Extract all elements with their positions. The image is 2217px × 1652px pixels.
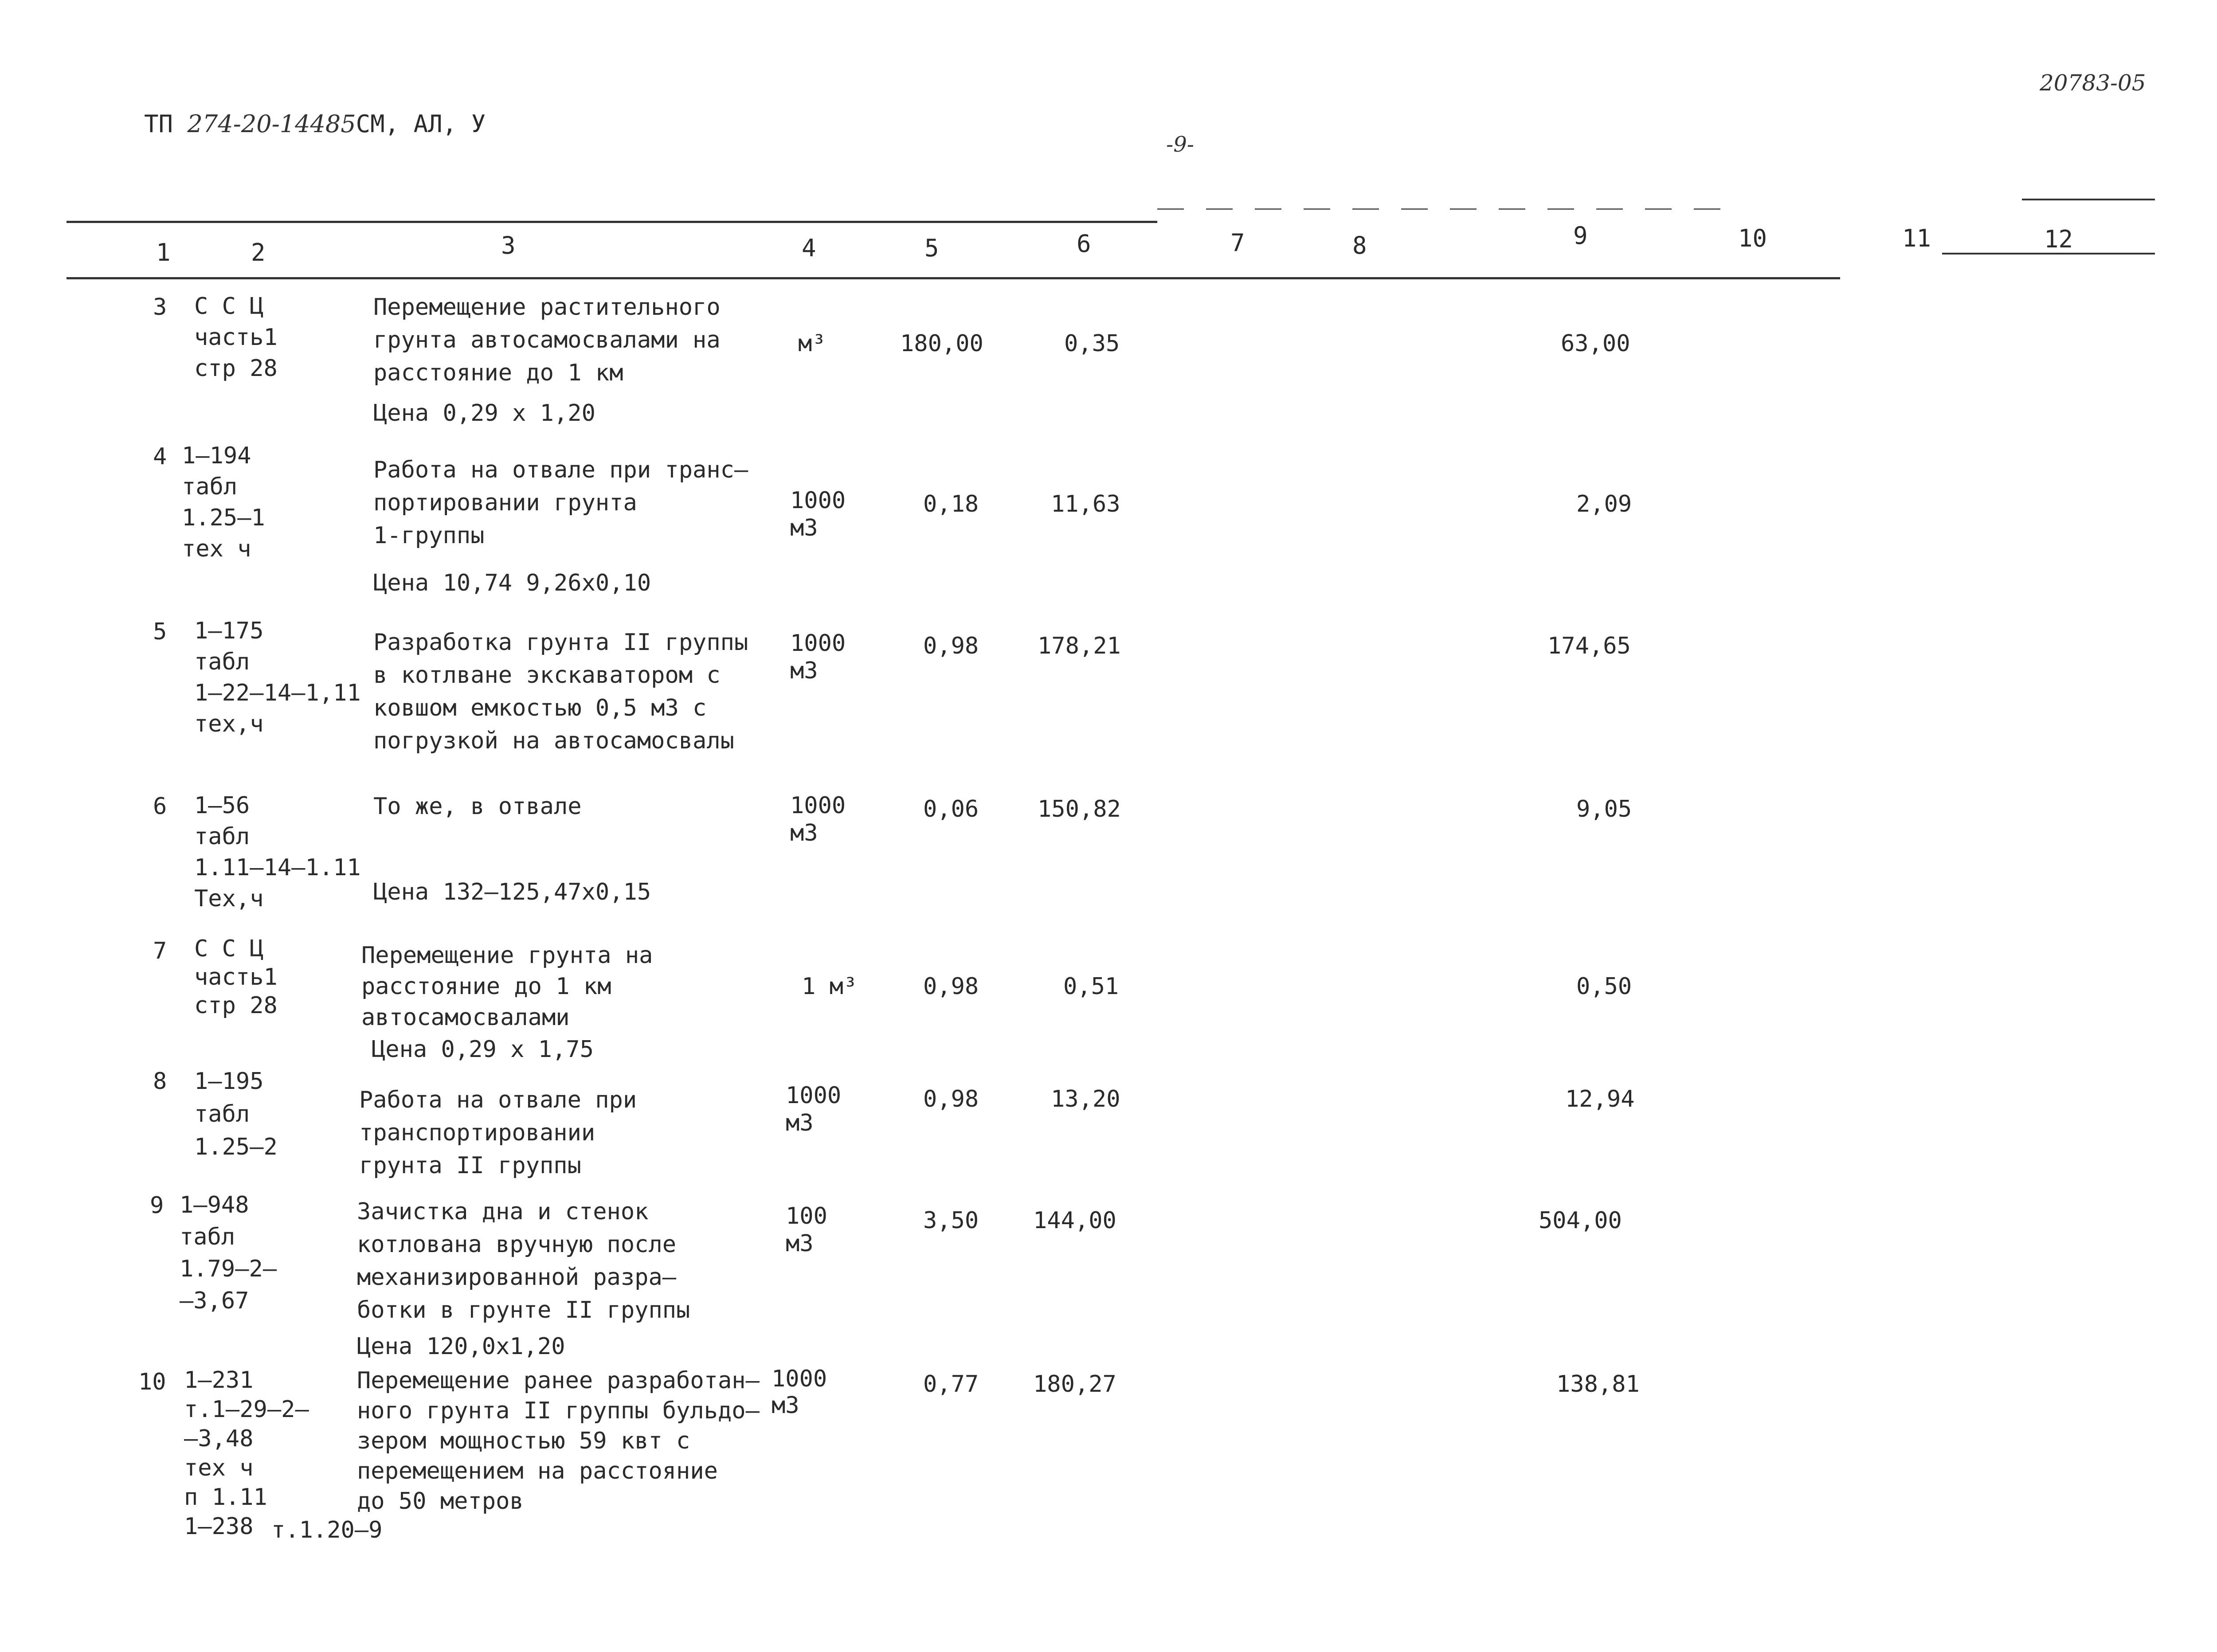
row-4-code: 1–194 табл 1.25–1 тех ч — [182, 442, 265, 562]
row-7-code: С С Ц часть1 стр 28 — [194, 936, 278, 1019]
row-8-qty: 0,98 — [923, 1086, 979, 1112]
row-3-unit: м³ — [798, 330, 826, 357]
row-7-rate: 0,51 — [1063, 973, 1119, 1000]
row-10-desc: Перемещение ранее разработан– ного грунта II группы бульдо– зером мощностью 59 квт с перемещением на расстояние до 50 метров — [357, 1367, 760, 1515]
row-9-unit: 100 м3 — [786, 1203, 827, 1257]
row-8-rate: 13,20 — [1051, 1086, 1120, 1112]
doc-code — [144, 110, 486, 138]
row-3-price-note: Цена 0,29 х 1,20 — [373, 400, 595, 427]
row-10-unit: 1000 м3 — [772, 1366, 827, 1419]
row-5-unit: 1000 м3 — [790, 630, 846, 684]
header-top-rule-dashed — [1157, 208, 1734, 210]
col-header-5: 5 — [924, 234, 939, 262]
row-6-rate: 150,82 — [1038, 796, 1121, 822]
archive-number: 20783-05 — [2040, 70, 2146, 96]
col-header-6: 6 — [1077, 230, 1091, 258]
header-top-rule — [67, 221, 1157, 223]
row-6-unit: 1000 м3 — [790, 792, 846, 846]
row-6-desc: То же, в отвале — [373, 793, 582, 820]
row-6-qty: 0,06 — [923, 796, 979, 822]
col-header-4: 4 — [802, 234, 816, 262]
row-6-no: 6 — [153, 793, 167, 820]
row-6-total: 9,05 — [1576, 796, 1632, 822]
row-4-qty: 0,18 — [923, 491, 979, 517]
row-3-total: 63,00 — [1561, 330, 1630, 357]
row-4-desc: Работа на отвале при транс– портировании грунта 1-группы — [373, 457, 748, 549]
col-header-11: 11 — [1902, 224, 1931, 252]
doc-code-handwritten: 274-20-14485 — [187, 110, 356, 138]
row-3-desc: Перемещение растительного грунта автосамосвалами на расстояние до 1 км — [373, 294, 721, 386]
col-header-7: 7 — [1230, 229, 1245, 257]
row-5-no: 5 — [153, 619, 167, 645]
row-7-no: 7 — [153, 938, 167, 964]
row-3-no: 3 — [153, 294, 167, 321]
row-10-total: 138,81 — [1556, 1371, 1640, 1398]
col-header-2: 2 — [251, 239, 266, 266]
col-header-3: 3 — [501, 231, 516, 259]
row-10-qty: 0,77 — [923, 1371, 979, 1398]
row-5-qty: 0,98 — [923, 633, 979, 659]
page-number: -9- — [1166, 132, 1194, 157]
row-7-desc: Перемещение грунта на расстояние до 1 км автосамосвалами — [361, 942, 653, 1031]
row-3-code: С С Ц часть1 стр 28 — [194, 293, 278, 382]
row-7-unit: 1 м³ — [802, 973, 858, 1000]
row-9-desc: Зачистка дна и стенок котлована вручную после механизированной разра– ботки в грунте II группы — [357, 1198, 690, 1323]
row-7-total: 0,50 — [1576, 973, 1632, 1000]
row-5-desc: Разработка грунта II группы в котлване экскаватором с ковшом емкостью 0,5 м3 с погрузкой на автосамосвалы — [373, 629, 748, 754]
doc-code-prefix: ТП — [144, 110, 173, 138]
row-4-rate: 11,63 — [1051, 491, 1120, 517]
row-5-code: 1–175 табл 1–22–14–1,11 тех,ч — [194, 618, 361, 737]
row-4-price-note: Цена 10,74 9,26х0,10 — [373, 570, 651, 596]
row-3-rate: 0,35 — [1064, 330, 1120, 357]
row-5-rate: 178,21 — [1038, 633, 1121, 659]
col-header-10: 10 — [1738, 224, 1767, 252]
row-10-rate: 180,27 — [1033, 1371, 1116, 1398]
row-9-no: 9 — [150, 1192, 164, 1219]
row-4-no: 4 — [153, 443, 167, 470]
row-4-unit: 1000 м3 — [790, 487, 846, 541]
row-6-code: 1–56 табл 1.11–14–1.11 Тех,ч — [194, 792, 361, 912]
col-header-9: 9 — [1573, 222, 1588, 250]
row-3-qty: 180,00 — [900, 330, 983, 357]
row-7-price-note: Цена 0,29 х 1,75 — [372, 1036, 594, 1063]
row-10-code-extra: т.1.20–9 — [271, 1517, 383, 1543]
header-bottom-rule — [67, 277, 1840, 279]
col-header-12: 12 — [2044, 225, 2073, 253]
row-9-qty: 3,50 — [923, 1207, 979, 1234]
row-5-total: 174,65 — [1547, 633, 1631, 659]
row-7-qty: 0,98 — [923, 973, 979, 1000]
row-10-code: 1–231 т.1–29–2– –3,48 тех ч п 1.11 1–238 — [184, 1367, 309, 1540]
row-8-unit: 1000 м3 — [786, 1082, 842, 1136]
row-6-price-note: Цена 132–125,47х0,15 — [373, 879, 651, 905]
header-top-rule-right — [2022, 199, 2155, 200]
row-9-rate: 144,00 — [1033, 1207, 1116, 1234]
col-header-8: 8 — [1352, 231, 1367, 259]
doc-code-suffix: СМ, АЛ, У — [356, 110, 486, 138]
row-10-no: 10 — [138, 1369, 166, 1395]
col-header-1: 1 — [156, 239, 171, 266]
row-8-desc: Работа на отвале при транспортировании грунта II группы — [359, 1087, 637, 1179]
row-9-code: 1–948 табл 1.79–2– –3,67 — [180, 1192, 277, 1314]
row-8-no: 8 — [153, 1068, 167, 1095]
row-8-total: 12,94 — [1565, 1086, 1635, 1112]
row-4-total: 2,09 — [1576, 491, 1632, 517]
row-9-price-note: Цена 120,0х1,20 — [357, 1333, 565, 1360]
row-9-total: 504,00 — [1539, 1207, 1622, 1234]
row-8-code: 1–195 табл 1.25–2 — [194, 1068, 278, 1160]
